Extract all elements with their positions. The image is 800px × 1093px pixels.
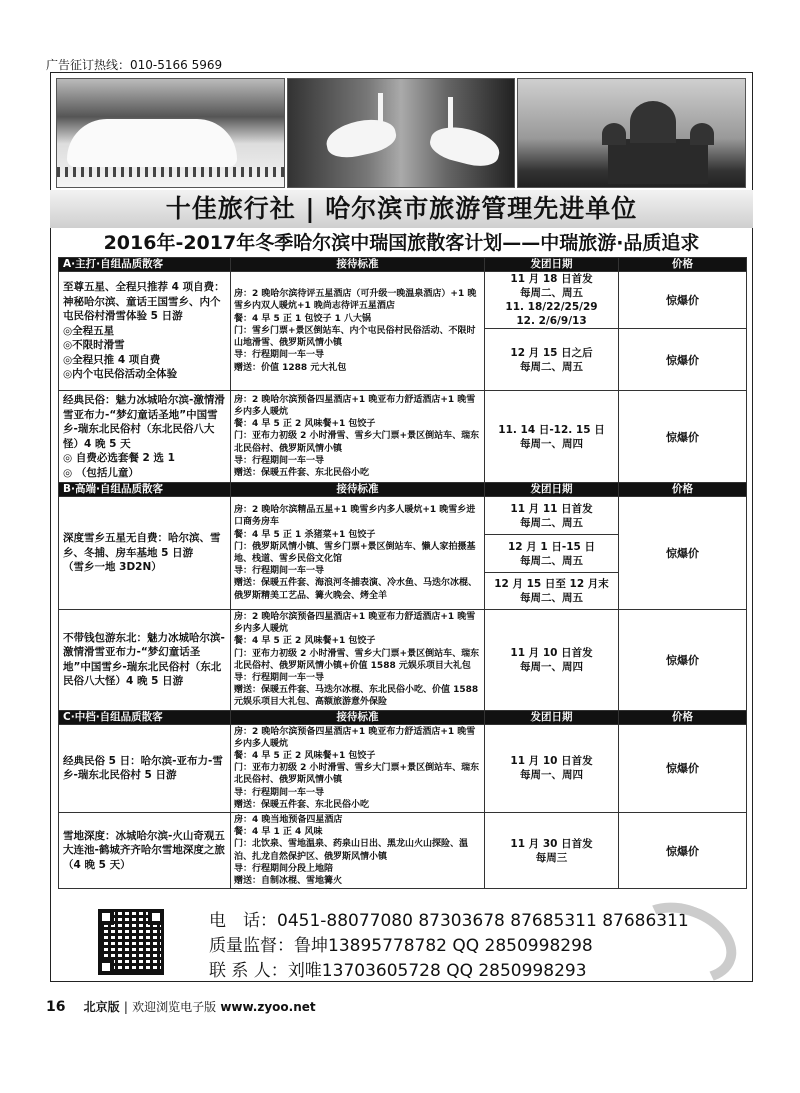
column-header-price: 价格	[619, 710, 747, 724]
phone-label: 电 话：	[209, 911, 277, 931]
product-line: 深度雪乡五星无自费：哈尔滨、雪乡、冬捕、房车基地 5 日游	[63, 532, 221, 559]
service-line: 导：行程期间一车一导	[234, 455, 325, 466]
service-standard	[231, 497, 485, 610]
itinerary-row	[59, 610, 747, 711]
section-header-row	[59, 483, 747, 497]
footer-separator: |	[123, 1000, 128, 1014]
price-label: 惊爆价	[619, 724, 747, 812]
column-header-service: 接待标准	[231, 483, 485, 497]
service-line: 房：2 晚哈尔滨预备四星酒店+1 晚亚布力舒适酒店+1 晚雪乡内多人暖炕	[234, 726, 476, 749]
itinerary-row	[59, 272, 747, 329]
fence-shape	[57, 167, 284, 177]
qr-finder-mark	[148, 909, 164, 925]
service-line: 赠送：保暖五件套、马迭尔冰棍、东北民俗小吃、价值 1588 元娱乐项目大礼包、高额旅游意外保险	[234, 685, 479, 708]
page-footer	[46, 998, 316, 1015]
date-line: 每周二、周五	[520, 287, 583, 299]
product-line: 至尊五星、全程只推荐 4 项自费：神秘哈尔滨、童话王国雪乡、内个屯民俗村滑雪体验 5 日游	[63, 281, 225, 323]
edition-label: 北京版	[83, 1000, 120, 1014]
product-line: 雪地深度：冰城哈尔滨-火山奇观五大连池-鹤城齐齐哈尔雪地深度之旅	[63, 829, 225, 857]
banner-title: 十佳旅行社 | 哈尔滨市旅游管理先进单位	[50, 190, 753, 228]
date-line: 每周二、周五	[520, 592, 583, 604]
photo-strip	[56, 78, 746, 188]
date-line: 每周一、周四	[520, 769, 583, 782]
service-line: 餐：4 早 5 正 1 杀猪菜+1 包饺子	[234, 529, 376, 540]
product-name	[59, 813, 231, 889]
itinerary-row	[59, 813, 747, 889]
service-line: 导：行程期间一车一导	[234, 673, 325, 684]
product-line: （雪乡一地 3D2N）	[63, 561, 162, 574]
date-line: 每周一、周四	[520, 437, 583, 450]
date-line: 12 月 15 日至 12 月末	[494, 578, 609, 590]
service-line: 门：亚布力初级 2 小时滑雪、雪乡大门票+景区倒站车、瑞东北民俗村、俄罗斯风情小镇	[234, 431, 480, 454]
service-line: 门：雪乡门票+景区倒站车、内个屯民俗村民俗活动、不限时山地滑雪、俄罗斯风情小镇	[234, 325, 476, 349]
section-category-label: A·主打·自组品质散客	[59, 258, 231, 272]
product-name	[59, 724, 231, 812]
quality-label: 质量监督：	[209, 936, 294, 956]
crane-neck-shape	[378, 93, 383, 135]
qr-code[interactable]	[98, 909, 164, 975]
departure-date	[485, 272, 619, 329]
service-line: 门：北饮泉、雪地温泉、药泉山日出、黑龙山火山探险、温泊、扎龙自然保护区、俄罗斯风情小镇	[234, 839, 469, 862]
date-line: 每周二、周五	[520, 360, 583, 373]
snow-village-photo	[56, 78, 285, 188]
service-line: 赠送：保暖五件套、东北民俗小吃	[234, 468, 370, 478]
product-line: ◎ （包括儿童）	[63, 466, 139, 479]
service-standard	[231, 813, 485, 889]
service-line: 房：2 晚哈尔滨待评五星酒店（可升级一晚温泉酒店）+1 晚雪乡内双人暖炕+1 晚尚志待评五星酒店	[234, 289, 477, 312]
cathedral-dome-shape	[630, 101, 676, 143]
person-label: 联 系 人：	[209, 961, 288, 981]
service-line: 门：亚布力初级 2 小时滑雪、雪乡大门票+景区倒站车、瑞东北民俗村、俄罗斯风情小镇	[234, 763, 480, 786]
cathedral-body-shape	[608, 139, 708, 184]
qr-finder-mark	[98, 909, 114, 925]
itinerary-row	[59, 724, 747, 812]
product-name	[59, 391, 231, 483]
service-line: 导：行程期间一车一导	[234, 566, 325, 577]
date-line: 11 月 11 日首发	[510, 502, 593, 515]
date-line: 每周一、周四	[520, 660, 583, 673]
date-line: 每周二、周五	[520, 554, 583, 567]
qr-finder-mark	[98, 959, 114, 975]
product-line: 经典民俗：魅力冰城哈尔滨-激情滑雪亚布力-“梦幻童话圣地”中国雪乡-瑞东北民俗村（东北民俗八大怪）4 晚 5 天	[63, 394, 225, 450]
product-line: ◎不限时滑雪	[63, 339, 125, 352]
service-line: 餐：4 早 1 正 4 风味	[234, 827, 323, 838]
product-line: 不带钱包游东北：魅力冰城哈尔滨-激情滑雪亚布力-“梦幻童话圣地”中国雪乡-瑞东北民俗村（东北民俗八大怪）4 晚 5 日游	[63, 631, 225, 688]
column-header-date: 发团日期	[485, 258, 619, 272]
service-standard	[231, 724, 485, 812]
service-standard	[231, 272, 485, 391]
section-header-row	[59, 710, 747, 724]
service-line: 赠送：价值 1288 元大礼包	[234, 362, 347, 373]
service-standard	[231, 391, 485, 483]
product-name	[59, 272, 231, 391]
crane-shape	[323, 114, 399, 162]
departure-date	[485, 813, 619, 889]
section-header-row	[59, 258, 747, 272]
departure-date	[485, 610, 619, 711]
service-line: 餐：4 早 5 正 1 包饺子 1 八大锅	[234, 313, 371, 324]
price-label: 惊爆价	[619, 497, 747, 610]
date-line: 11 月 10 日首发	[510, 646, 593, 659]
service-line: 门：俄罗斯风情小镇、雪乡门票+景区倒站车、懒人家拍摄基地、栈道、雪乡民俗文化馆	[234, 541, 476, 564]
contact-phone-row	[209, 911, 689, 931]
product-name	[59, 610, 231, 711]
red-crowned-cranes-photo	[287, 78, 516, 188]
product-line: ◎内个屯民俗活动全体验	[63, 368, 178, 381]
service-line: 餐：4 早 5 正 2 风味餐+1 包饺子	[234, 419, 376, 430]
crane-neck-shape	[448, 97, 453, 139]
service-line: 导：行程期间一车一导	[234, 350, 325, 361]
service-line: 房：2 晚哈尔滨精品五星+1 晚雪乡内多人暖炕+1 晚雪乡进口商务房车	[234, 505, 476, 528]
column-header-date: 发团日期	[485, 710, 619, 724]
date-line: 11 月 18 日首发	[510, 273, 593, 285]
service-standard	[231, 610, 485, 711]
cathedral-dome-shape	[690, 123, 714, 145]
service-line: 导：行程期间分段上地陪	[234, 863, 334, 874]
saint-sophia-cathedral-photo	[517, 78, 746, 188]
departure-date	[485, 497, 619, 535]
service-line: 赠送：自制冰棍、雪地篝火	[234, 876, 343, 887]
price-label: 惊爆价	[619, 610, 747, 711]
contact-quality-row	[209, 936, 593, 956]
quality-value[interactable]: 鲁坤13895778782 QQ 2850998298	[294, 936, 593, 956]
departure-date	[485, 573, 619, 610]
price-label: 惊爆价	[619, 272, 747, 329]
product-line: ◎全程只推 4 项自费	[63, 353, 161, 366]
column-header-price: 价格	[619, 483, 747, 497]
phone-value[interactable]: 0451-88077080 87303678 87685311 87686311	[277, 911, 689, 931]
date-line: 11. 14 日-12. 15 日	[498, 423, 605, 436]
price-label: 惊爆价	[619, 329, 747, 391]
product-line: ◎ 自费必选套餐 2 选 1	[63, 452, 175, 464]
departure-date	[485, 329, 619, 391]
itinerary-table	[58, 257, 747, 889]
service-line: 门：亚布力初级 2 小时滑雪、雪乡大门票+景区倒站车、瑞东北民俗村、俄罗斯风情小镇+价值 1588 元娱乐项目大礼包	[234, 648, 480, 671]
date-line: 12 月 1 日-15 日	[507, 540, 595, 553]
date-line: 11 月 10 日首发	[510, 755, 593, 768]
footer-tagline: 欢迎浏览电子版	[132, 1000, 217, 1014]
crane-shape	[427, 121, 503, 171]
service-line: 房：2 晚哈尔滨预备四星酒店+1 晚亚布力舒适酒店+1 晚雪乡内多人暖炕	[234, 612, 476, 635]
date-line: 11. 18/22/25/29	[505, 301, 598, 313]
snow-roof-shape	[67, 119, 237, 167]
price-label: 惊爆价	[619, 813, 747, 889]
departure-date	[485, 535, 619, 573]
product-line: 经典民俗 5 日：哈尔滨-亚布力-雪乡-瑞东北民俗村 5 日游	[63, 754, 223, 782]
service-line: 赠送：保暖五件套、东北民俗小吃	[234, 799, 370, 810]
ad-hotline: 广告征订热线：010-5166 5969	[46, 58, 223, 72]
service-line: 房：4 晚当地预备四星酒店	[234, 815, 343, 826]
column-header-date: 发团日期	[485, 483, 619, 497]
contact-person-row	[209, 961, 587, 981]
date-line: 12 月 15 日之后	[510, 346, 593, 359]
section-category-label: B·高端·自组品质散客	[59, 483, 231, 497]
itinerary-row	[59, 497, 747, 535]
column-header-service: 接待标准	[231, 710, 485, 724]
departure-date	[485, 391, 619, 483]
service-line: 餐：4 早 5 正 2 风味餐+1 包饺子	[234, 636, 376, 647]
cathedral-dome-shape	[602, 123, 626, 145]
column-header-service: 接待标准	[231, 258, 485, 272]
service-line: 赠送：保暖五件套、海浪河冬捕表演、冷水鱼、马迭尔冰棍、俄罗斯精美工艺品、篝火晚会、烤全羊	[234, 578, 478, 601]
departure-date	[485, 724, 619, 812]
service-line: 餐：4 早 5 正 2 风味餐+1 包饺子	[234, 751, 376, 762]
date-line: 每周三	[535, 851, 568, 864]
service-line: 房：2 晚哈尔滨预备四星酒店+1 晚亚布力舒适酒店+1 晚雪乡内多人暖炕	[234, 394, 476, 417]
section-category-label: C·中档·自组品质散客	[59, 710, 231, 724]
date-line: 12. 2/6/9/13	[516, 315, 587, 327]
product-name	[59, 497, 231, 610]
date-line: 每周二、周五	[520, 516, 583, 529]
contact-block	[58, 905, 746, 981]
service-line: 导：行程期间一车一导	[234, 787, 325, 798]
footer-url[interactable]: www.zyoo.net	[220, 1000, 316, 1014]
person-value[interactable]: 刘唯13703605728 QQ 2850998293	[287, 961, 587, 981]
product-line: （4 晚 5 天）	[63, 858, 131, 871]
price-label: 惊爆价	[619, 391, 747, 483]
page-number: 16	[46, 999, 66, 1015]
plan-subtitle: 2016年-2017年冬季哈尔滨中瑞国旅散客计划——中瑞旅游·品质追求	[103, 232, 700, 254]
product-line: ◎全程五星	[63, 324, 115, 337]
itinerary-row	[59, 391, 747, 483]
column-header-price: 价格	[619, 258, 747, 272]
date-line: 11 月 30 日首发	[510, 837, 593, 850]
